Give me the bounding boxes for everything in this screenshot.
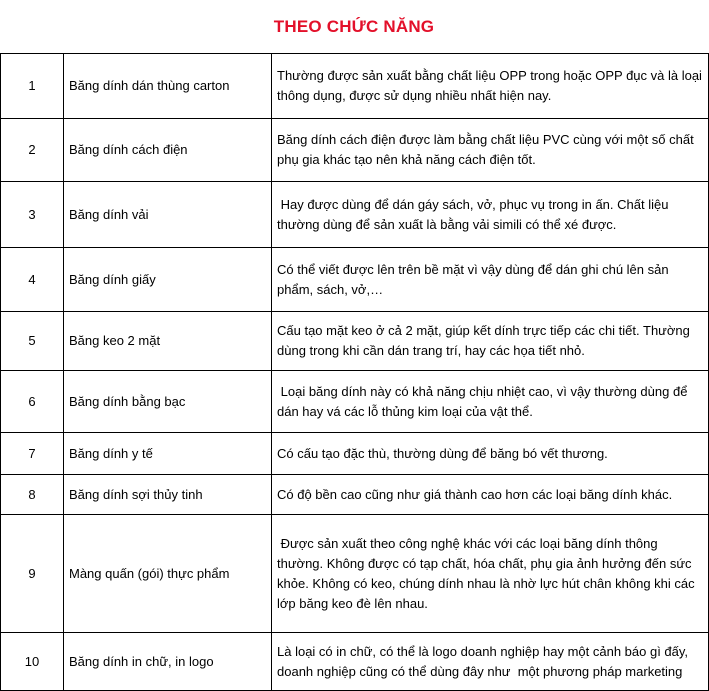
tape-name: Băng keo 2 mặt xyxy=(64,312,272,371)
row-number: 5 xyxy=(1,312,64,371)
row-number: 2 xyxy=(1,119,64,182)
table-row xyxy=(1,182,709,248)
row-number: 10 xyxy=(1,633,64,691)
row-number: 1 xyxy=(1,54,64,119)
table-row xyxy=(1,248,709,312)
table-row xyxy=(1,371,709,433)
table-row xyxy=(1,312,709,371)
sheet-title: THEO CHỨC NĂNG xyxy=(273,16,435,36)
row-number: 9 xyxy=(1,515,64,633)
table-row xyxy=(1,54,709,119)
row-number: 3 xyxy=(1,182,64,248)
tape-name: Băng dính cách điện xyxy=(64,119,272,182)
row-number: 4 xyxy=(1,248,64,312)
tape-description: Được sản xuất theo công nghệ khác với các loại băng dính thông thường. Không được có tạp chất, hóa chất, phụ gia ảnh hưởng đến sức khỏe. Không có keo, chúng dính nhau là nhờ lực hút chân không khi các lớp băng keo đè lên nhau. xyxy=(272,515,709,633)
table-body xyxy=(1,54,709,691)
tape-description: Hay được dùng để dán gáy sách, vở, phục vụ trong in ấn. Chất liệu thường dùng để sản xuất là bằng vải simili có thể xé được. xyxy=(272,182,709,248)
tape-description: Cấu tạo mặt keo ở cả 2 mặt, giúp kết dính trực tiếp các chi tiết. Thường dùng trong khi cần dán trang trí, hay các họa tiết nhỏ. xyxy=(272,312,709,371)
table-row xyxy=(1,119,709,182)
tape-name: Băng dính in chữ, in logo xyxy=(64,633,272,691)
row-number: 6 xyxy=(1,371,64,433)
tape-name: Băng dính vải xyxy=(64,182,272,248)
tape-description: Có cấu tạo đặc thù, thường dùng để băng bó vết thương. xyxy=(272,433,709,475)
tape-description: Thường được sản xuất bằng chất liệu OPP trong hoặc OPP đục và là loại thông dụng, được sử dụng nhiều nhất hiện nay. xyxy=(272,54,709,119)
tape-description: Có thể viết được lên trên bề mặt vì vậy dùng để dán ghi chú lên sản phẩm, sách, vở,… xyxy=(272,248,709,312)
table-row xyxy=(1,633,709,691)
function-table xyxy=(0,53,709,691)
tape-description: Băng dính cách điện được làm bằng chất liệu PVC cùng với một số chất phụ gia khác tạo nên khả năng cách điện tốt. xyxy=(272,119,709,182)
tape-description: Là loại có in chữ, có thể là logo doanh nghiệp hay một cảnh báo gì đấy, doanh nghiệp cũng có thể dùng đây như một phương pháp marketing xyxy=(272,633,709,691)
tape-name: Băng dính bằng bạc xyxy=(64,371,272,433)
tape-name: Băng dính dán thùng carton xyxy=(64,54,272,119)
row-number: 8 xyxy=(1,475,64,515)
tape-name: Băng dính sợi thủy tinh xyxy=(64,475,272,515)
tape-name: Băng dính giấy xyxy=(64,248,272,312)
tape-description: Có độ bền cao cũng như giá thành cao hơn các loại băng dính khác. xyxy=(272,475,709,515)
table-row xyxy=(1,515,709,633)
row-number: 7 xyxy=(1,433,64,475)
table-row xyxy=(1,433,709,475)
tape-name: Băng dính y tế xyxy=(64,433,272,475)
table-row xyxy=(1,475,709,515)
tape-name: Màng quấn (gói) thực phẩm xyxy=(64,515,272,633)
tape-description: Loại băng dính này có khả năng chịu nhiệt cao, vì vậy thường dùng để dán hay vá các lỗ thủng kim loại của vật thể. xyxy=(272,371,709,433)
